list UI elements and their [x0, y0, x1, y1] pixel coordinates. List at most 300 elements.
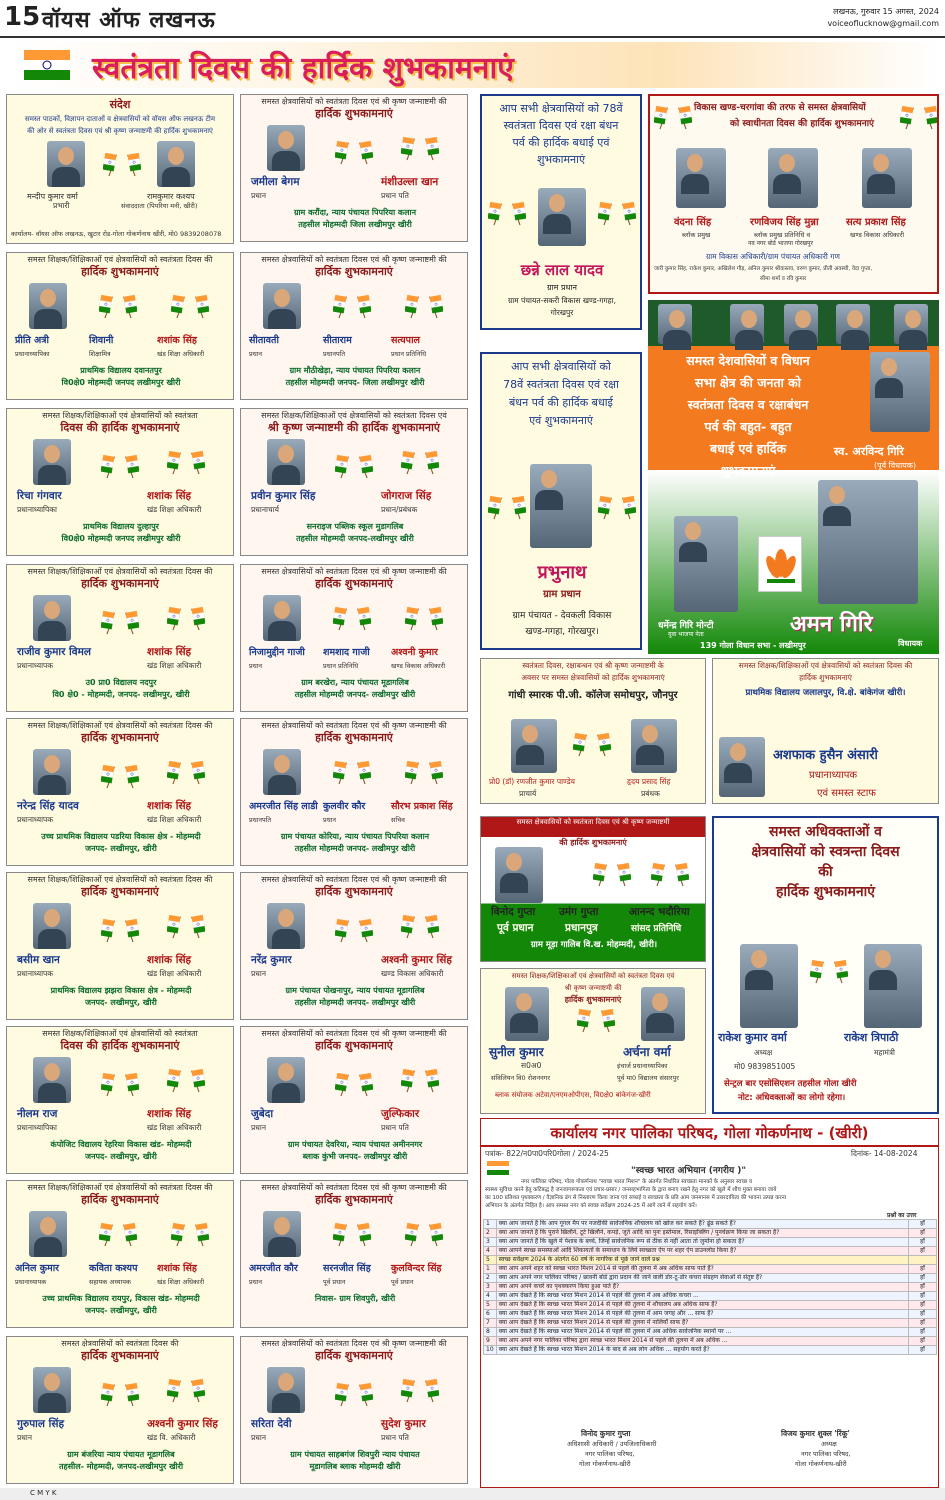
- survey-table: [483, 1219, 937, 1355]
- greeting-ad: [240, 1180, 468, 1328]
- greeting-ad: [6, 718, 234, 866]
- address: वि0 क्षे0 - मोहम्मदी, जनपद- लखीमपुर, खीरी: [52, 690, 190, 699]
- flag-icon: [24, 50, 70, 80]
- photo: [864, 944, 922, 1028]
- address: तहसील मोहम्मदी जनपद-लखीमपुर खीरी: [296, 534, 414, 543]
- ad-subheading: हार्दिक शुभकामनाएं: [81, 577, 159, 590]
- message-heading: संदेश: [109, 98, 131, 111]
- person-role: प्रधान प्रतिनिधि: [391, 350, 427, 358]
- person-role: अध्यक्ष: [754, 1048, 773, 1057]
- person-name: बसीम खान: [17, 954, 60, 966]
- survey-row: [484, 1310, 937, 1319]
- address: संविलियन वि0 रोशननगर: [491, 1074, 551, 1082]
- greeting-ad: [6, 1180, 234, 1328]
- row-number: 6: [484, 1310, 497, 1319]
- photo: [862, 148, 912, 208]
- ad-advocates: [712, 816, 939, 1114]
- photo: [870, 352, 930, 432]
- person-name: अर्चना वर्मा: [623, 1045, 671, 1059]
- advocates-message: [714, 822, 937, 902]
- address: गोरखपुर: [550, 308, 574, 317]
- person-name: राकेश त्रिपाठी: [844, 1031, 899, 1044]
- row-number: 4: [484, 1292, 497, 1301]
- person-role: प्रधान: [249, 662, 262, 670]
- photo: [719, 737, 765, 797]
- answer: हाँ: [909, 1220, 937, 1229]
- signatory-role: अधिशासी अधिकारी / उपजिलाधिकारी: [567, 1440, 657, 1448]
- address: पूर्व मा0 विद्यालय संसारपुर: [617, 1074, 679, 1082]
- answer: हाँ: [909, 1292, 937, 1301]
- person-name: छन्ने लाल यादव: [520, 261, 604, 279]
- person-name: शमशाद गाजी: [323, 647, 370, 658]
- flags-icon: [333, 605, 371, 631]
- ad-subheading: हार्दिक शुभकामनाएं: [315, 265, 393, 278]
- survey-row: [484, 1301, 937, 1310]
- date: लखनऊ, गुरुवार 15 अगस्त, 2024: [833, 7, 939, 16]
- person-name: शशांक सिंह: [147, 954, 192, 966]
- notice-text: अभियान के अंतर्गत निहित है। आप समस्त नगर को स्वच्छ सर्वेक्षण 2024-25 में आगे लाने में सहयोग करें।: [485, 1203, 697, 1209]
- person-role: प्रधान: [249, 1278, 262, 1286]
- notice-text: नगर पालिका परिषद, गोला गोकर्णनाथ "स्वच्छ भारत मिशन" के अंतर्गत निर्धारित स्वच्छता मानकों के अनुसार स्वच्छ व: [521, 1179, 753, 1185]
- page-number: 15: [4, 2, 41, 32]
- greeting-ad: [240, 1026, 468, 1174]
- row-number: 10: [484, 1346, 497, 1355]
- address: ग्राम करौंदा, न्याय पंचायत पिपरिया कलान: [293, 208, 417, 217]
- banner: [6, 42, 939, 88]
- address: तहसील मोहम्मदी जनपद- लखीमपुर खीरी: [294, 998, 416, 1007]
- survey-row: [484, 1346, 937, 1355]
- question: क्या आप देखते हैं कि स्वच्छ भारत मिशन 2014 से पहले की तुलना में अब अधिक सार्वजनिक स्थानों पर ...: [496, 1328, 908, 1337]
- row-number: 4: [484, 1247, 497, 1256]
- flags-icon: [101, 1071, 139, 1097]
- person-name: मंशीउल्ला खान: [381, 176, 439, 188]
- photo: [674, 516, 738, 612]
- greeting-ad: [240, 252, 468, 400]
- line: पर्व की बहुत- बहुत: [704, 419, 792, 434]
- person-role: प्रधान पति: [381, 191, 409, 200]
- person-role: प्रधान: [17, 1433, 32, 1442]
- person-name: निजामुद्दीन गाजी: [249, 647, 305, 658]
- line: आप सभी क्षेत्रवासियों को 78वें: [499, 102, 623, 115]
- flags-icon: [335, 139, 373, 165]
- flags-icon: [335, 1071, 373, 1097]
- person-name: शशांक सिंह: [147, 490, 192, 502]
- ad-subheading: हार्दिक शुभकामनाएं: [315, 885, 393, 898]
- photo: [267, 439, 305, 485]
- footer-text: ब्लाक संयोजक अटेवा/एनएमओपीएस, वि0क्षे0 बांकेगंज-खीरी: [495, 1091, 651, 1099]
- address: वि0क्षे0 मोहम्मदी जनपद लखीमपुर खीरी: [61, 378, 181, 387]
- answer: हाँ: [909, 1283, 937, 1292]
- greeting-ad: [240, 1336, 468, 1484]
- address: उ0 प्रा0 विद्यालय नदपुर: [85, 678, 157, 687]
- greeting-ad: [6, 408, 234, 556]
- address: जनपद- लखीमपुर, खीरी: [85, 1152, 157, 1161]
- row-number: 8: [484, 1328, 497, 1337]
- photo: [631, 719, 677, 773]
- message-box: [6, 94, 234, 244]
- flags-icon: [900, 104, 938, 130]
- ad-bjp: [648, 300, 939, 654]
- person-name: आनन्द भदौरिया: [629, 906, 690, 918]
- line: बंधन पर्व की हार्दिक बधाई: [509, 396, 613, 409]
- signatory-org: नगर पालिका परिषद,: [801, 1450, 851, 1458]
- person-role: प्रधानाचार्य: [251, 505, 279, 514]
- greeting-ad: [6, 1026, 234, 1174]
- person-name: नीलम राज: [17, 1108, 58, 1120]
- answer: हाँ: [909, 1310, 937, 1319]
- person-name: नरेन्द्र सिंह यादव: [17, 800, 79, 812]
- person-role: ग्राम प्रधान: [543, 589, 581, 600]
- message-text-2: की ओर से स्वतंत्रता दिवस एवं श्री कृष्ण जन्माष्टमी की हार्दिक शुभकामनाएं: [27, 127, 213, 135]
- row-number: 2: [484, 1229, 497, 1238]
- site: voiceoflucknow@gmail.com: [827, 19, 939, 28]
- ad-heading: समस्त क्षेत्रवासियों को स्वतंत्रता दिवस एवं श्री कृष्ण जन्माष्टमी की: [261, 721, 447, 730]
- signatory-name: विजय कुमार शुक्ल 'रिंकू': [781, 1429, 850, 1438]
- person-name: जुल्फिकार: [381, 1108, 420, 1120]
- question: क्या आप जानते है कि आप गूगल मैप पर नजदीकी सार्वजनिक शौचालय को खोज कर सकते हैं? ढूंढ सकते हैं?: [496, 1220, 908, 1229]
- photo: [538, 188, 586, 246]
- flags-icon: [103, 151, 141, 177]
- ad-gandhi-college: [480, 658, 706, 804]
- masthead: [0, 0, 945, 38]
- line: सभा क्षेत्र की जनता को: [695, 375, 801, 390]
- person-name: कुलविन्दर सिंह: [391, 1263, 442, 1274]
- survey-row: [484, 1283, 937, 1292]
- flags-icon: [405, 759, 443, 785]
- flags-icon: [335, 917, 373, 943]
- question: क्या आप देखते हैं कि स्वच्छ भारत मिशन 2014 के बाद से अब लोग अधिक ... सहयोग करते हैं?: [496, 1346, 908, 1355]
- address: जनपद- लखीमपुर, खीरी: [85, 998, 157, 1007]
- person-role: प्रधानाध्यापिका: [15, 350, 50, 358]
- person-name: सरिता देवी: [251, 1418, 292, 1430]
- person-name: अनिल कुमार: [15, 1263, 60, 1274]
- heading: अवसर पर समस्त क्षेत्रवासियों को हार्दिक शुभकामनाएं: [521, 673, 665, 682]
- person-role: प्रधान: [251, 969, 266, 978]
- person-name: सौरभ प्रकाश सिंह: [391, 801, 453, 812]
- flags-icon: [598, 200, 636, 226]
- answer: [909, 1256, 937, 1265]
- person-name: उमंग गुप्ता: [559, 906, 599, 918]
- photo: [836, 304, 870, 344]
- photo: [495, 847, 543, 903]
- person-role: पूर्व प्रधान: [391, 1278, 414, 1286]
- heading: समस्त क्षेत्रवासियों को स्वतंत्रता दिवस एवं श्री कृष्ण जन्माष्टमी: [516, 818, 670, 826]
- person-name: सुदेश कुमार: [381, 1418, 426, 1430]
- header-strip: [481, 817, 705, 837]
- greeting-ad: [240, 94, 468, 242]
- person-role: प्रधानाध्यापिका: [17, 505, 57, 514]
- person-name: शिवानी: [89, 335, 114, 346]
- lotus-icon: [758, 536, 802, 592]
- survey-row: [484, 1265, 937, 1274]
- photo: [267, 1057, 305, 1103]
- line: बधाई एवं हार्दिक: [709, 441, 787, 456]
- line: स्वतंत्रता दिवस व रक्षाबंधन: [687, 397, 809, 412]
- photo: [676, 148, 726, 208]
- line: हार्दिक शुभकामनाएं: [776, 884, 875, 900]
- survey-row: [484, 1229, 937, 1238]
- line: 78वें स्वतंत्रता दिवस एवं रक्षा: [503, 378, 619, 391]
- person-name: अमरजीत कौर: [249, 1263, 298, 1274]
- address: ग्राम पंचायत साहबगंज शिवपुरी न्याय पंचायत: [290, 1450, 420, 1459]
- heading: श्री कृष्ण जन्माष्टमी की: [564, 984, 622, 992]
- person-role: एवं समस्त स्टाफ: [817, 788, 877, 799]
- photo: [157, 141, 195, 187]
- address: ब्लाक कुंभी जनपद- लखीमपुर खीरी: [302, 1152, 408, 1161]
- person-role: प्रधान: [251, 1123, 266, 1132]
- photo: [730, 304, 764, 344]
- row-number: 9: [484, 1337, 497, 1346]
- person-name: शशांक सिंह: [147, 800, 192, 812]
- person-role: सांसद प्रतिनिधि: [631, 924, 682, 934]
- photo: [267, 125, 305, 171]
- person-role: प्रधान पति: [381, 1433, 409, 1442]
- person-name: कुलवीर कौर: [323, 801, 366, 812]
- person-name: अशफाक हुसैन अंसारी: [773, 748, 878, 763]
- college-name: गांधी स्मारक पी.जी. कॉलेज समोधपुर, जौनपुर: [508, 690, 678, 701]
- notice-text: का 100 प्रतिशत पृथक्करण / वैज्ञानिक ढंग से निस्तारण किया जाना एवं सफाई व स्वच्छता के प्रति आम जनमानस में उत्तरदायित्व की भावना उत्पन्न करना: [485, 1195, 787, 1201]
- bjp-message: [648, 350, 848, 482]
- row-number: 2: [484, 1274, 497, 1283]
- person-name: वंदना सिंह: [674, 217, 712, 228]
- photo: [894, 304, 928, 344]
- person-name: अश्वनी कुमार: [391, 647, 438, 658]
- person-role: खंड शिक्षा अधिकारी: [147, 1123, 202, 1132]
- flags-icon: [101, 917, 139, 943]
- flags-icon: [654, 104, 692, 130]
- address: ग्राम पंचायत - देवकली विकास: [512, 611, 612, 621]
- ad-heading: समस्त शिक्षक/शिक्षिकाओं एवं क्षेत्रवासियों को स्वतंत्रता दिवस की: [27, 255, 213, 264]
- address: कंपोजिट विद्यालय रेहरिया विकास खंड- मोहम्मदी: [50, 1140, 192, 1149]
- flags-icon: [101, 1381, 139, 1407]
- person-name: नरेंद्र कुमार: [251, 954, 292, 966]
- person-role: प्रधान/प्रबंधक: [381, 505, 418, 514]
- flag-icon: [487, 1161, 509, 1175]
- person-name: जुबेदा: [251, 1108, 274, 1120]
- greeting-ad: [240, 408, 468, 556]
- greeting-ad: [240, 564, 468, 712]
- photo: [33, 749, 71, 795]
- ad-subheading: हार्दिक शुभकामनाएं: [315, 731, 393, 744]
- photo: [263, 1211, 301, 1257]
- ad-subheading: हार्दिक शुभकामनाएं: [315, 107, 393, 120]
- photo: [33, 903, 71, 949]
- survey-row: [484, 1247, 937, 1256]
- ad-subheading: दिवस की हार्दिक शुभकामनाएं: [60, 1039, 180, 1052]
- flags-icon: [335, 453, 373, 479]
- ad-subheading: हार्दिक शुभकामनाएं: [315, 1039, 393, 1052]
- survey-row: [484, 1337, 937, 1346]
- person-role: प्रधानाध्यापक: [17, 969, 54, 978]
- person-name: शशांक सिंह: [147, 1108, 192, 1120]
- address: ग्राम पंचायत कोरिया, न्याय पंचायत पिपरिया कलान: [280, 832, 430, 841]
- person-role: प्रधान पति: [381, 1123, 409, 1132]
- ad-heading: समस्त शिक्षक/शिक्षिकाओं एवं क्षेत्रवासियों को स्वतंत्रता दिवस की: [27, 1183, 213, 1192]
- ad-vikas-khand: [648, 94, 939, 294]
- greeting-ad: [6, 1336, 234, 1484]
- ad-subheading: श्री कृष्ण जन्माष्टमी की हार्दिक शुभकामनाएं: [268, 421, 440, 434]
- flags-icon: [101, 453, 139, 479]
- ad-heading: समस्त क्षेत्रवासियों को स्वतंत्रता दिवस की: [61, 1339, 179, 1348]
- address: तहसील मोहम्मदी जनपद- लखीमपुर खीरी: [294, 690, 416, 699]
- answer: हाँ: [909, 1337, 937, 1346]
- greeting-ad: [240, 872, 468, 1020]
- ad-subheading: दिवस की हार्दिक शुभकामनाएं: [60, 421, 180, 434]
- heading: विकास खण्ड-चरगांवा की तरफ से समस्त क्षेत्रवासियों: [694, 103, 866, 113]
- ad-subheading: हार्दिक शुभकामनाएं: [81, 1193, 159, 1206]
- photo: [29, 283, 67, 329]
- flags-icon: [651, 861, 689, 887]
- bar-association: सेन्ट्रल बार एसोसिएशन तहसील गोला खीरी: [724, 1079, 857, 1089]
- person-name: अमरजीत सिंह लाडी: [249, 801, 318, 812]
- heading: स्वतंत्रता दिवस, रक्षाबन्धन एवं श्री कृष्ण जन्माष्टमी के: [522, 661, 664, 670]
- flags-icon: [167, 1067, 205, 1093]
- footer-text: सीमा शर्मा व रवि कुमार: [760, 276, 807, 282]
- question: क्या आप अपने कचरे का पृथक्करण किया हुआ पाते हैं?: [496, 1283, 908, 1292]
- photo: [47, 141, 85, 187]
- person-role: प्रधानाध्यापिका: [17, 1123, 57, 1132]
- flags-icon: [405, 293, 443, 319]
- masthead-date: [827, 6, 939, 30]
- row-number: 7: [484, 1319, 497, 1328]
- question: क्या आप जानते है कि पुराने खिलौने, टूटे खिलौने, कपड़े, जूते आदि का पुनः इस्तेमाल, रिसाइक्लिंग / पुनर्चक्रण किया जा सकता है?: [496, 1229, 908, 1238]
- ad-heading: समस्त शिक्षक/शिक्षिकाओं एवं क्षेत्रवासियों को स्वतंत्रता: [42, 1029, 198, 1038]
- question: क्या आप अपने नगर पालिका परिषद / छावनी बोर्ड द्वारा प्रदान की जाने वाली डोर-टू-डोर कचरा संग्रहण सेवाओं से संतुष्ट हैं?: [496, 1274, 908, 1283]
- person-name: जमीला बेगम: [251, 176, 300, 188]
- address: जनपद- लखीमपुर, खीरी: [85, 1306, 157, 1315]
- person-role: खंड शिक्षा अधिकारी: [147, 969, 202, 978]
- flags-icon: [401, 913, 439, 939]
- person-name: प्रवीन कुमार सिंह: [251, 490, 316, 502]
- survey-row: [484, 1220, 937, 1229]
- answer: हाँ: [909, 1346, 937, 1355]
- ad-heading: समस्त शिक्षक/शिक्षिकाओं एवं क्षेत्रवासियों को स्वतंत्रता दिवस की: [27, 567, 213, 576]
- address: वि0क्षे0 मोहम्मदी जनपद लखीमपुर खीरी: [61, 534, 181, 543]
- person-name: सीतावती: [249, 335, 279, 346]
- line: शुभकामनाएं: [720, 463, 776, 478]
- flags-icon: [167, 449, 205, 475]
- address: प्राथमिक विद्यालय दुल्हापुर: [83, 522, 159, 531]
- person-role: खंड शिक्षा अधिकारी: [157, 1278, 205, 1286]
- answer-header: प्रश्नों का उत्तर: [887, 1212, 917, 1219]
- photo: [33, 1057, 71, 1103]
- photo: [658, 304, 692, 344]
- footer-text: ग्राम विकास अधिकारी/ग्राम पंचायत अधिकारी गण: [706, 252, 840, 261]
- person-name: रणविजय सिंह मुन्ना: [750, 217, 819, 228]
- person-role: प्रधान प्रतिनिधि: [323, 662, 359, 670]
- person-role: पूर्व प्रधान: [497, 922, 534, 934]
- cmyk-marks: C M Y K: [30, 1489, 57, 1497]
- ad-moodagalib: [480, 816, 706, 962]
- person-role: नव नगर बोर्ड भाजपा गोरखपुर: [748, 240, 813, 247]
- ad-subheading: हार्दिक शुभकामनाएं: [81, 265, 159, 278]
- person-role: युवा भाजपा नेता: [668, 631, 704, 638]
- question: स्वच्छ सर्वेक्षण 2024 के अंतर्गत 60 वर्ष के नागरिक से पूछे जाने वाले प्रश्न: [496, 1256, 908, 1265]
- person-role: पूर्व प्रधान: [323, 1278, 346, 1286]
- row-number: 1: [484, 1265, 497, 1274]
- late-role: (पूर्व विधायक): [874, 461, 917, 470]
- person-name: सुनील कुमार: [489, 1045, 544, 1059]
- photo: [33, 439, 71, 485]
- ad-heading: समस्त शिक्षक/शिक्षिकाओं एवं क्षेत्रवासियों को स्वतंत्रता दिवस की: [27, 721, 213, 730]
- person-name: सीताराम: [323, 335, 352, 346]
- answer: हाँ: [909, 1238, 937, 1247]
- question: क्या आप देखते हैं कि स्वच्छ भारत मिशन 2014 से पहले की तुलना में नालियाँ साफ हैं?: [496, 1319, 908, 1328]
- person-name: सत्यपाल: [391, 335, 420, 346]
- person-name: कविता कश्यप: [89, 1263, 138, 1274]
- ad-subheading: हार्दिक शुभकामनाएं: [81, 885, 159, 898]
- person-name: अश्वनी कुमार सिंह: [381, 954, 452, 966]
- photo: [263, 749, 301, 795]
- address: ग्राम बंजरिया न्याय पंचायत मूडागलिब: [67, 1450, 175, 1459]
- question: क्या आप देखते हैं कि स्वच्छ भारत मिशन 2014 से पहले की तुलना में अब अधिक कचरा ...: [496, 1292, 908, 1301]
- school-name: प्राथमिक विद्यालय जलालपुर, वि.क्षे. बांकेगंज खीरी।: [745, 688, 906, 698]
- address: ग्राम पंचायत पोखनापुर, न्याय पंचायत मूडागलिब: [285, 986, 425, 995]
- heading: को स्वाधीनता दिवस की हार्दिक शुभकामनाएं: [730, 119, 875, 129]
- campaign-name: "स्वच्छ भारत अभियान (नगरीय )": [631, 1166, 747, 1176]
- person-role: ग्राम प्रधान: [547, 283, 577, 292]
- photo: [784, 304, 818, 344]
- address: तहसील मोहम्मदी जिला लखीमपुर खीरी: [298, 220, 412, 229]
- flags-icon: [167, 759, 205, 785]
- flags-icon: [171, 1221, 209, 1247]
- ad-subheading: हार्दिक शुभकामनाएं: [81, 731, 159, 744]
- answer: हाँ: [909, 1274, 937, 1283]
- heading: समस्त शिक्षक/शिक्षिकाओं एवं क्षेत्रवासियों को स्वतंत्रता दिवस की: [738, 661, 913, 670]
- person-role: ब्लॉक प्रमुख: [682, 231, 711, 239]
- print-registration-strip: [0, 1488, 945, 1500]
- person-role: प्रधान: [249, 350, 262, 358]
- person-name: शशांक सिंह: [157, 1263, 197, 1274]
- survey-row: [484, 1319, 937, 1328]
- person-role: खंड शिक्षा अधिकारी: [157, 350, 205, 358]
- heading: की हार्दिक शुभकामनाएं: [559, 838, 627, 847]
- ad-heading: समस्त क्षेत्रवासियों को स्वतंत्रता दिवस एवं श्री कृष्ण जन्माष्टमी की: [261, 1339, 447, 1348]
- flags-icon: [171, 293, 209, 319]
- person-name: जोगराज सिंह: [381, 490, 432, 502]
- row-number: 5: [484, 1301, 497, 1310]
- address: निवास- ग्राम शिवपुरी, खीरी: [314, 1294, 396, 1303]
- flags-icon: [333, 293, 371, 319]
- person-role: प्रधानपति: [323, 350, 346, 358]
- row-number: 3: [484, 1283, 497, 1292]
- person-name: राजीव कुमार विमल: [17, 646, 91, 658]
- question: क्या आप देखते हैं कि स्वच्छ भारत मिशन 2014 से पहले की तुलना में आम जगह और ... साफ हैं?: [496, 1310, 908, 1319]
- flags-icon: [810, 958, 848, 984]
- flags-icon: [99, 293, 137, 319]
- phone: मो0 9839851005: [734, 1062, 796, 1071]
- person-name: मन्दीप कुमार वर्मा: [27, 192, 78, 201]
- ad-heading: समस्त क्षेत्रवासियों को स्वतंत्रता दिवस एवं श्री कृष्ण जन्माष्टमी की: [261, 1029, 447, 1038]
- person-name: गुरुपाल सिंह: [17, 1418, 65, 1430]
- notice-date: दिनांक- 14-08-2024: [851, 1149, 918, 1158]
- ad-subheading: हार्दिक शुभकामनाएं: [81, 1349, 159, 1362]
- person-role: शिक्षामित्र: [89, 350, 111, 358]
- survey-row: [484, 1274, 937, 1283]
- person-role: खंड शिक्षा अधिकारी: [147, 815, 202, 824]
- address: जनपद- लखीमपुर, खीरी: [85, 844, 157, 853]
- flags-icon: [577, 1007, 615, 1033]
- person-role: खंड वि. अधिकारी: [147, 1433, 196, 1442]
- ad-heading: समस्त शिक्षक/शिक्षिकाओं एवं क्षेत्रवासियों को स्वतंत्रता: [42, 411, 198, 420]
- person-name: प्रभुनाथ: [537, 562, 587, 583]
- person-name: राकेश कुमार वर्मा: [718, 1031, 787, 1044]
- person-role: स0अ0: [521, 1061, 542, 1070]
- person-role: सहायक अध्यापक: [89, 1278, 131, 1286]
- flags-icon: [593, 861, 631, 887]
- flags-icon: [333, 1221, 371, 1247]
- flags-icon: [401, 449, 439, 475]
